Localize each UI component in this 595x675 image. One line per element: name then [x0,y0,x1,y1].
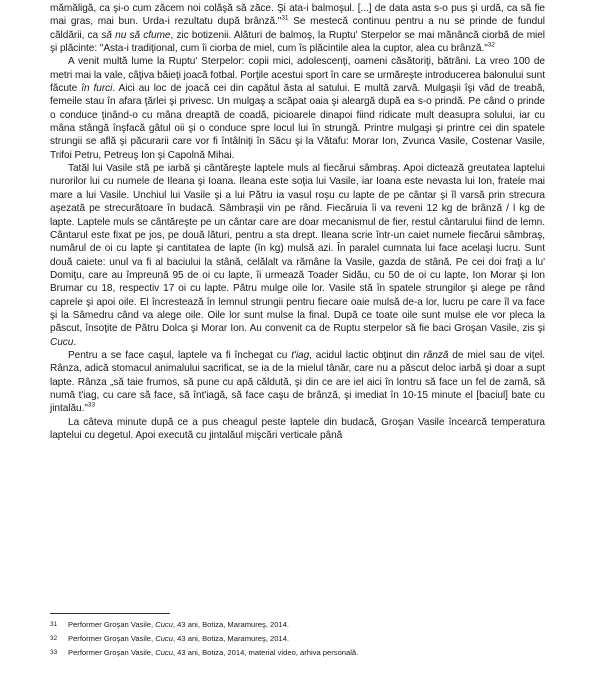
footnote-ref-32[interactable]: 32 [487,41,495,49]
footnote-number: 33 [50,649,58,656]
term-in-furci: în furci [81,83,113,95]
term-tiag: t'iag [291,349,310,361]
paragraph-1: mămăligă, ca şi-o cum zăcem noi colăşă să zăce. Şi ata-i balmoşul. [...] de data asta s-o pus şi urdă, ca să fie mai gras, mai bun. Urda-i rezultatu după brânză."$^{31}$ Se mestecă continuu pentru a nu se prinde de fundul căldării, ca să nu să cfume, zic botizenii. Alături de balmoş, la Ruptu' Sterpelor se mai mănâncă ciorbă de miel şi plăcinte: "Asta-i tradiţional, cum îi ciorba de miel, cum îs plăcintile alea la cuptor, alea cu brânză."$^{32}$ [50,3,546,55]
footnote-32: 32 Performer Groşan Vasile, Cucu, 43 ani, Botiza, Maramureş, 2014. [50,632,545,646]
footnote-31: 31 Performer Groşan Vasile, Cucu, 43 ani, Botiza, Maramureş, 2014. [50,618,545,632]
footnote-number: 31 [50,621,58,628]
paragraph-2: A venit multă lume la Ruptu' Sterpelor: copii mici, adolescenţi, oameni căsătoriţi, bătrâni. La vreo 100 de metri mai la vale, câţiva băieţi joacă fotbal. Porţile acestui sport în care se urmăreşte introducerea balonului sunt făcute în furci. Aici au loc de joacă cei din capătul ăsta al satului. E multă zarvă. Mulgaşii îşi văd de treabă, femeile stau în afara ţărlei şi privesc. Un mulgaş a scăpat oaia şi aleargă după ea s-o prindă. Pe când o prinde o conduce ţinând-o cu mâna dreaptă de coadă, picioarele dinapoi fiind ridicate mult deasupra solului, iar cu mâna stângă înşfacă gâtul oii şi o conduce spre locul lui în strungă. Printre mulgaşi şi printre cei din spatele strungii se află şi păcurarii care vor fi întâlniţi în Săcu şi la Vătafu: Morar Ion, Zvunca Vasile, Costenar Vasile, Trifoi Petru, Petreuş Ion şi Capolnă Mihai. [50,56,546,161]
footnote-ref-33[interactable]: 33 [87,401,96,409]
footnotes [50,618,545,660]
footnote-33: 33 Performer Groşan Vasile, Cucu, 43 ani, Botiza, 2014, material video, arhiva personală. [50,646,545,660]
body-text [50,2,545,442]
term-ranza: rânză [423,349,449,361]
paragraph-5: La câteva minute după ce a pus cheagul peste laptele din budacă, Groşan Vasile încearcă temperatura laptelui cu degetul. Apoi execută cu jintalăul mişcări verticale până [50,416,545,441]
footnote-separator [50,613,170,614]
nickname-cucu: Cucu [50,336,74,348]
paragraph-4: Pentru a se face caşul, laptele va fi închegat cu t'iag, acidul lactic obţinut din rânză de miel sau de viţel. Rânza, adică stomacul animalului sacrificat, se ia de la mielul tânăr, care nu a păscut deloc iarbă şi doar a supt lapte. Rânza „să taie frumos, să pune cu apă căldută, şi din ce are iel aici în lontru să face un fel de zamă, să numă t'iag, cu care să face, să înt'iagă, să face caşu de brânză, şi imediat în 10-15 minute el [baciul] bate cu jintalău."$^{33}$ [50,349,545,415]
quote-phrase: să nu să cfume [101,29,171,41]
paragraph-3: Tatăl lui Vasile stă pe iarbă şi cântăreşte laptele muls al fiecărui sâmbraş. Apoi dictează greutatea laptelui nurorilor lui cu numele de Ileana şi Ioana. Ileana este soţia lui Vasile, iar Ioana este nevasta lui Ion, fratele mai mare a lui Vasile. Unchiul lui Vasile şi a lui Pătru ia vasul roşu cu lapte de pe cântar şi îl varsă prin strecura aşezată pe strecurătoare în budacă. Sâmbraşii vin pe rând. Fiecăruia îi va reveni 12 kg de brânză / l kg de lapte. Laptele muls se cântăreşte pe un cântar care are doar mecanismul de fier, restul cântarului fiind de lemn. Cântarul este fixat pe jos, pe două lături, pentru a sta drept. Ileana scrie într-un caiet numele fiecărui sâmbraş, numărul de oi cu lapte şi cantitatea de lapte (în kg) mulsă azi. În paralel cumnata lui face acelaşi lucru. Sunt două caiete: unul va fi al baciului la stână, celălalt va rămâne la Vasile, gazda de stână. Pe cei doi fraţi a lu' Domiţu, care au împreună 95 de oi cu lapte, îi urmează Toader Sidău, cu 50 de oi cu lapte, Ion Morar şi Ion Brumar cu 18, respectiv 17 oi cu lapte. Pătru mulge oile lor. Vasile stă în spatele strungilor şi alege pe rând caprele şi apoi oile. El încrestează în lemnul strungii pentru fiecare oaie mulsă de-a lor, lucru pe care îl va face şi la Sâmedru când va alege oile. Oile lor sunt mulse la final. După ce toate oile sunt mulse ele vor pleca la păscut, însoţite de Pătru Dolca şi Morar Ion. Au convenit ca de Ruptu sterpelor să fie baci Groşan Vasile, zis şi Cucu. [50,163,545,348]
footnote-number: 32 [50,635,58,642]
footnote-ref-31[interactable]: 31 [281,14,289,22]
